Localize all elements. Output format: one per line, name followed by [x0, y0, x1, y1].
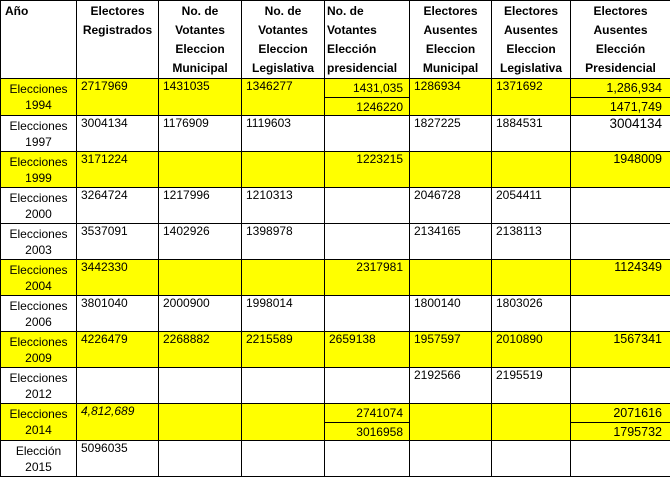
table-row [1, 332, 670, 368]
table-row [1, 404, 670, 423]
row-label: Elecciones 1997 [1, 116, 77, 152]
cell-absent-municipal [410, 260, 492, 296]
cell-voters-municipal [159, 260, 242, 296]
cell-absent-presidential [571, 368, 670, 404]
row-label: Elecciones 2003 [1, 224, 77, 260]
cell-absent-municipal: 1827225 [410, 116, 492, 152]
cell-voters-legislative: 1346277 [242, 79, 325, 116]
header-row [1, 1, 670, 79]
header-absent-presidential: Electores Ausentes Elección Presidencial [571, 1, 670, 79]
cell-absent-legislative [492, 152, 571, 188]
row-label: Elecciones 2009 [1, 332, 77, 368]
cell-absent-presidential: 1471,749 [571, 98, 670, 116]
row-label: Elecciones 2000 [1, 188, 77, 224]
cell-absent-municipal: 2192566 [410, 368, 492, 404]
header-absent-legislative: Electores Ausentes Eleccion Legislativa [492, 1, 571, 79]
cell-absent-legislative: 2010890 [492, 332, 571, 368]
cell-absent-municipal: 2046728 [410, 188, 492, 224]
cell-voters-legislative: 2215589 [242, 332, 325, 368]
cell-absent-presidential [571, 296, 670, 332]
row-label: Elecciones 1994 [1, 79, 77, 116]
table-row [1, 224, 670, 260]
cell-voters-presidential [325, 224, 410, 260]
cell-voters-municipal [159, 152, 242, 188]
cell-absent-municipal [410, 404, 492, 441]
row-label: Elección 2015 [1, 441, 77, 477]
header-voters-legislative: No. de Votantes Eleccion Legislativa [242, 1, 325, 79]
cell-absent-municipal: 2134165 [410, 224, 492, 260]
cell-voters-legislative: 1119603 [242, 116, 325, 152]
table-row [1, 368, 670, 404]
cell-registered [77, 368, 159, 404]
cell-voters-presidential: 3016958 [325, 423, 410, 441]
cell-absent-presidential [571, 224, 670, 260]
cell-absent-municipal: 1286934 [410, 79, 492, 116]
table-row [1, 296, 670, 332]
cell-voters-presidential: 2741074 [325, 404, 410, 423]
cell-absent-presidential [571, 441, 670, 477]
cell-registered: 3171224 [77, 152, 159, 188]
header-year: Año [1, 1, 77, 79]
cell-registered: 3442330 [77, 260, 159, 296]
row-label: Elecciones 2014 [1, 404, 77, 441]
cell-absent-legislative: 1884531 [492, 116, 571, 152]
cell-voters-presidential [325, 368, 410, 404]
cell-absent-municipal: 1800140 [410, 296, 492, 332]
cell-voters-legislative: 1210313 [242, 188, 325, 224]
cell-absent-presidential: 1124349 [571, 260, 670, 296]
cell-absent-municipal: 1957597 [410, 332, 492, 368]
cell-voters-legislative [242, 260, 325, 296]
row-label: Elecciones 1999 [1, 152, 77, 188]
cell-absent-legislative [492, 260, 571, 296]
cell-voters-presidential [325, 188, 410, 224]
cell-voters-legislative [242, 152, 325, 188]
cell-absent-legislative: 1803026 [492, 296, 571, 332]
cell-voters-presidential: 1246220 [325, 98, 410, 116]
cell-voters-municipal: 1217996 [159, 188, 242, 224]
header-voters-presidential: No. de Votantes Elección presidencial [325, 1, 410, 79]
cell-voters-municipal: 2000900 [159, 296, 242, 332]
cell-registered: 3264724 [77, 188, 159, 224]
cell-registered: 3537091 [77, 224, 159, 260]
cell-absent-legislative: 2195519 [492, 368, 571, 404]
cell-voters-legislative: 1398978 [242, 224, 325, 260]
cell-registered: 3801040 [77, 296, 159, 332]
row-label: Elecciones 2006 [1, 296, 77, 332]
cell-voters-legislative [242, 441, 325, 477]
header-registered: Electores Registrados [77, 1, 159, 79]
cell-registered: 5096035 [77, 441, 159, 477]
cell-absent-legislative: 2054411 [492, 188, 571, 224]
cell-absent-presidential: 1,286,934 [571, 79, 670, 98]
cell-absent-presidential [571, 188, 670, 224]
cell-voters-municipal [159, 404, 242, 441]
cell-absent-presidential: 3004134 [571, 116, 670, 152]
table-row [1, 188, 670, 224]
cell-absent-legislative [492, 404, 571, 441]
cell-voters-municipal: 1176909 [159, 116, 242, 152]
cell-absent-presidential: 1567341 [571, 332, 670, 368]
cell-absent-presidential: 1948009 [571, 152, 670, 188]
cell-registered: 2717969 [77, 79, 159, 116]
cell-registered: 4,812,689 [77, 404, 159, 441]
cell-voters-legislative [242, 404, 325, 441]
cell-absent-municipal [410, 152, 492, 188]
cell-voters-municipal: 1431035 [159, 79, 242, 116]
row-label: Elecciones 2004 [1, 260, 77, 296]
cell-absent-municipal [410, 441, 492, 477]
cell-voters-presidential [325, 116, 410, 152]
cell-voters-municipal [159, 368, 242, 404]
cell-voters-municipal: 2268882 [159, 332, 242, 368]
cell-registered: 4226479 [77, 332, 159, 368]
table-row [1, 116, 670, 152]
cell-voters-legislative: 1998014 [242, 296, 325, 332]
cell-voters-presidential: 1223215 [325, 152, 410, 188]
cell-voters-presidential: 1431,035 [325, 79, 410, 98]
cell-voters-presidential: 2659138 [325, 332, 410, 368]
cell-absent-presidential: 1795732 [571, 423, 670, 441]
cell-registered: 3004134 [77, 116, 159, 152]
table-row [1, 260, 670, 296]
header-absent-municipal: Electores Ausentes Eleccion Municipal [410, 1, 492, 79]
cell-voters-presidential: 2317981 [325, 260, 410, 296]
cell-absent-legislative: 2138113 [492, 224, 571, 260]
cell-absent-presidential: 2071616 [571, 404, 670, 423]
table-row [1, 79, 670, 98]
cell-absent-legislative [492, 441, 571, 477]
cell-voters-legislative [242, 368, 325, 404]
row-label: Elecciones 2012 [1, 368, 77, 404]
cell-voters-presidential [325, 441, 410, 477]
header-voters-municipal: No. de Votantes Eleccion Municipal [159, 1, 242, 79]
cell-voters-municipal [159, 441, 242, 477]
table-row [1, 441, 670, 477]
table-row [1, 152, 670, 188]
cell-absent-legislative: 1371692 [492, 79, 571, 116]
cell-voters-municipal: 1402926 [159, 224, 242, 260]
cell-voters-presidential [325, 296, 410, 332]
